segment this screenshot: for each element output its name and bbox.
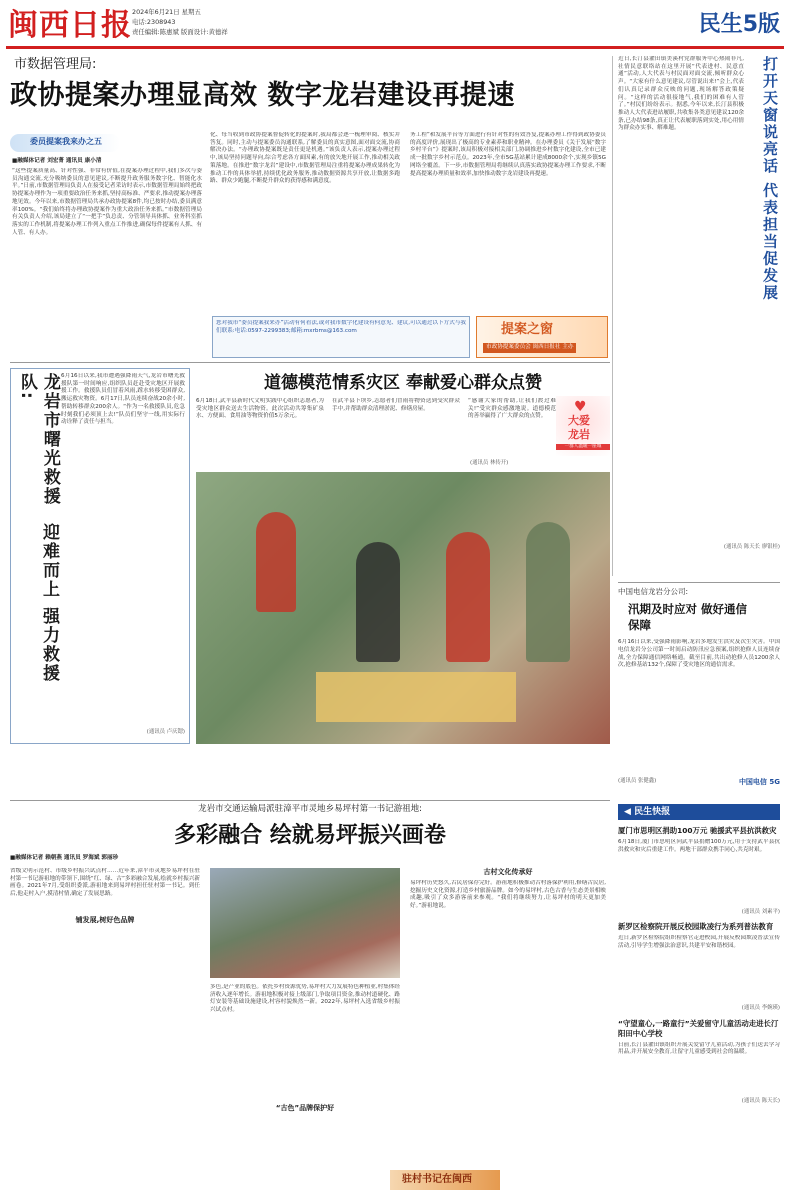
issue-date: 2024年6月21日 星期五 (132, 8, 201, 16)
bottom-photo (210, 868, 400, 978)
bottom-article (10, 804, 610, 1194)
bottom-promo (390, 1170, 500, 1190)
brief-1-byline: (通讯员 刘素平) (741, 908, 780, 915)
badge-line-2: 龙岩 (568, 428, 590, 441)
section-rule-2 (10, 800, 610, 801)
telecom-logo: 中国电信 5G (738, 778, 780, 786)
badge-line-1: 大爱 (568, 414, 590, 427)
feature-body-2: 在武平县下坝乡,志愿者们冒雨将物资送到受灾群众手中,并帮助群众清理淤泥、修缮房屋。 (332, 398, 460, 412)
lead-headline: 政协提案办理显高效 数字龙岩建设再提速 (10, 79, 515, 111)
right-column-body: 近日,长汀县濯田镇美溪村党群服务中心热闹非凡,社情民意联络站在这里开展“代表进村、民意直通”活动,人大代表与村民面对面交流,倾听群众心声。“大家有什么意见建议,尽管说出来!”会上,代表们认真记录群众反映的问题,现场解答政策疑问。“这样的活动很接地气,我们的困难有人管了。”村民们纷纷表示。据悉,今年以来,长汀县积极推动人大代表进站履职,共收集各类意见建议120余条,已办结98条,真正让代表履职落到实处,用心用情为群众办实事、解难题。 (618, 56, 744, 132)
lead-contact-box (212, 316, 470, 358)
lead-col-2: 化、每当收到市政协提案督促转化的提案时,我局都会逐一梳理审阅、核实并答复。同时,主动与提案委员沟通联系,了解委员的真实意图,面对面交流,协商解决办法。“办理政协提案既是责任更是机遇。”该负责人表示,提案办理过程中,该局坚持问题导向,综合考虑各方面因素,有的放矢地开展工作,推动相关政策落地。在推进“数字龙岩”建设中,市数据管理局注重将提案办理成果转化为推动工作的具体举措,持续优化政务服务,推动数据资源共享开放,让数据多跑路、群众少跑腿,不断提升群众的获得感和满意度。 (210, 132, 400, 185)
brief-3-byline: (通讯员 陈天长) (741, 1097, 780, 1104)
masthead-rule (6, 46, 784, 49)
brief-1-title: 厦门市思明区捐助100万元 驰援武平县抗洪救灾 (618, 826, 777, 835)
bottom-sub-2: “古色”品牌保护好 (210, 1104, 400, 1113)
bottom-sub-1: 铺发展,树好色品牌 (10, 916, 200, 925)
lead-kicker: 市数据管理局: (14, 57, 97, 72)
lead-badge (10, 134, 120, 152)
feature-photo (196, 472, 610, 744)
photo-figure-2 (356, 542, 400, 662)
feature-headline: 道德模范情系灾区 奉献爱心群众点赞 (264, 373, 542, 393)
right-column-byline: (通讯员 陈天长 廖银桂) (723, 544, 780, 550)
briefs-panel (618, 804, 780, 1194)
feature-badge (556, 396, 610, 456)
photo-figure-3 (446, 532, 490, 662)
briefs-title-bar (618, 804, 780, 820)
bottom-promo-text: 驻村书记在闽西 (402, 1174, 472, 1185)
brief-2-title: 新罗区检察院开展反校园欺凌行为系列普法教育 (618, 922, 774, 932)
bottom-headline: 多彩融合 绘就易坪振兴画卷 (174, 823, 446, 849)
feature-body-3: “感谢大家的帮助,让我们渡过难关!”受灾群众感激地说。道德模范的善举赢得了广大群众的点赞。 (468, 398, 556, 420)
bottom-col-3: 易坪村历史悠久,古民居保存完好。游祖地积极推动古村落保护利用,修缮古民居,挖掘历史文化资源,打造乡村旅游品牌。如今的易坪村,古色古香与生态美景相映成趣,吸引了众多游客前来参观。“我们将继续努力,让易坪村的明天更加美好。”游祖地说。 (410, 880, 606, 910)
phone: 电话:2308943 (132, 17, 176, 26)
feature-article (196, 368, 610, 744)
rescue-title-1: 龙岩市曙光救援队: (16, 373, 60, 506)
brief-2-byline: (通讯员 李婉瑛) (741, 1005, 780, 1012)
masthead-meta (132, 8, 228, 38)
newspaper-logo: 闽西日报 (8, 8, 132, 43)
masthead (0, 0, 790, 52)
lead-col-3: 务工程”和发展平台等方面进行有针对性的有效答复,提案办理工作得到政协委员的高度评价,展现出了极高的专业素养和职业精神。在办理委员《关于发展“数字乡村平台”》提案时,该局积极对接相关部门,协调推进乡村数字化建设,全市已建成一批数字乡村示范点。2023年,全市5G基站累计建成8000余个,实现乡镇5G网络全覆盖。下一步,市数据管理局将继续认真落实政协提案办理工作要求,不断提高提案办理质量和效率,加快推动数字龙岩建设再提速。 (410, 132, 606, 177)
promo-subtitle: 市政协提案委员会 闽西日报社 主办 (483, 343, 576, 353)
telecom-body: 6月16日以来,受强降雨影响,龙岩多地发生洪灾及次生灾害。中国电信龙岩分公司第一时间启动防汛应急预案,组织抢修人员连续奋战,全力保障通信网络畅通。截至目前,共出动抢修人员1200余人次,抢修基站132个,保障了受灾地区的通信需求。 (618, 639, 780, 669)
badge-heart-icon: ♥ (574, 399, 587, 415)
column-divider (612, 56, 613, 576)
rescue-byline: (通讯员 卢庆锶) (146, 729, 185, 735)
rescue-story (10, 368, 190, 744)
telecom-article (618, 582, 780, 796)
brief-3-body: 日前,长汀县濯田镇组织开展关爱留守儿童活动,为孩子们送去学习用品,并开展安全教育,让留守儿童感受到社会的温暖。 (618, 1041, 780, 1056)
lead-byline: ■融媒体记者 刘宏菁 通讯员 康小清 (12, 158, 102, 164)
bottom-sub-3: 古村文化传承好 (483, 868, 533, 876)
bottom-kicker: 龙岩市交通运输局派驻漳平市灵地乡易坪村第一书记游祖地: (198, 804, 422, 814)
brief-2-body: 近日,新罗区检察院组织检察官走进校园,开展反校园欺凌普法宣传活动,引导学生增强法治意识,共建平安和谐校园。 (618, 935, 780, 949)
brief-3-title: “守望童心,一路童行”关爱留守儿童活动走进长汀阳田中心学校 (618, 1018, 779, 1038)
rescue-body: 6月16日以来,我市遭遇强降雨天气,龙岩市曙光救援队第一时间响应,组织队员赶赴受灾地区开展救援工作。救援队员们冒着风雨,蹚水转移受困群众,搬运救灾物资。6月17日,队员连续奋战20余小时,帮助转移群众200余人。“作为一名救援队员,危急时刻我们必须顶上去!”队员们坚守一线,用实际行动诠释了责任与担当。 (61, 373, 185, 426)
telecom-top-rule (618, 582, 780, 583)
telecom-byline: (通讯员 张健鑫) (618, 778, 657, 784)
editors: 责任编辑:陈惠斌 版面设计:黄德祥 (132, 27, 228, 36)
bottom-col-1: 省级文明示范村、市级乡村振兴试点村……近年来,漳平市灵地乡易坪村在驻村第一书记游祖地的带领下,围绕“红、绿、古”多彩融合发展,绘就乡村振兴新画卷。2021年7月,受组织委派,游祖地来到易坪村担任驻村第一书记。到任后,他走村入户,摸清村情,确定了发展思路。 (10, 868, 200, 898)
right-column-article (618, 56, 780, 576)
telecom-kicker: 中国电信龙岩分公司: (618, 587, 689, 596)
photo-figure-1 (256, 512, 296, 612)
photo-boxes (316, 672, 516, 722)
section-label: 民生5版 (698, 12, 780, 37)
feature-byline: (通讯员 林传开) (470, 460, 509, 466)
promo-title: 提案之窗 (501, 322, 554, 337)
briefs-title: 民生快报 (634, 807, 671, 817)
bottom-col-2: 多色,是产业的底色。依托乡村资源优势,易坪村大力发展特色种植业,村集体经济收入逐年增长。游祖地积极对接上级部门,争取项目资金,推动村道硬化、路灯安装等基础设施建设,村容村貌焕然一新。2022年,易坪村入选省级乡村振兴试点村。 (210, 984, 400, 1014)
lead-badge-text: 委员提案我来办之五 (30, 137, 102, 146)
photo-figure-4 (526, 522, 570, 662)
badge-slogan: 一群人温暖一座城 (556, 444, 610, 450)
lead-article (10, 56, 610, 356)
promo-window (476, 316, 608, 358)
bottom-byline: ■融媒体记者 赖朝燕 通讯员 罗海斌 郭丽珍 (10, 855, 119, 862)
brief-1-body: 6月18日,厦门市思明区向武平县捐赠100万元,用于支持武平县抗洪救灾和灾后重建工作。两地干部群众携手同心,共克时艰。 (618, 838, 780, 853)
telecom-headline: 汛期及时应对 做好通信保障 (628, 602, 748, 633)
feature-body-1: 6月18日,武平县新时代文明实践中心组织志愿者,为受灾地区群众送去生活物资。此次活动共筹集矿泉水、方便面、食用油等物资价值5万余元。 (196, 398, 324, 420)
section-rule-1 (10, 362, 610, 363)
right-column-headline: 打开天窗说亮话 代表担当促发展 (761, 56, 779, 302)
briefs-megaphone-icon: ◀ (624, 807, 635, 817)
rescue-title-2: 迎难而上 强力救援 (38, 523, 59, 683)
lead-contact-text: 您对我市“委员提案我来办”活动有何看法,或对我市数字化建设有何意见、建议,可以通过以下方式与我们联系:电话:0597-2299383;邮箱:mxrbms@163.com (216, 320, 466, 334)
lead-col-1: “这些提案质量高、针对性强、非常有价值,在提案办理过程中,我们多次与委员沟通交流,充分吸纳委员的意见建议,不断提升政务服务数字化、智能化水平。”日前,市数据管理局负责人在接受记者采访时表示,市数据管理局始终把政协提案办理作为一项重要政治任务来抓,坚持高标准、严要求,推动提案办理落地见效。今年以来,市数据管理局共承办政协提案8件,均已按时办结,委员满意率100%。“我们始终将办理政协提案作为重大政治任务来抓。”市数据管理局有关负责人介绍,该局建立了“一把手”负总责、分管领导具体抓、业务科室抓落实的工作机制,将提案办理工作列入重点工作推进,确保每件提案有人抓、有人管、有人办。 (12, 168, 202, 236)
